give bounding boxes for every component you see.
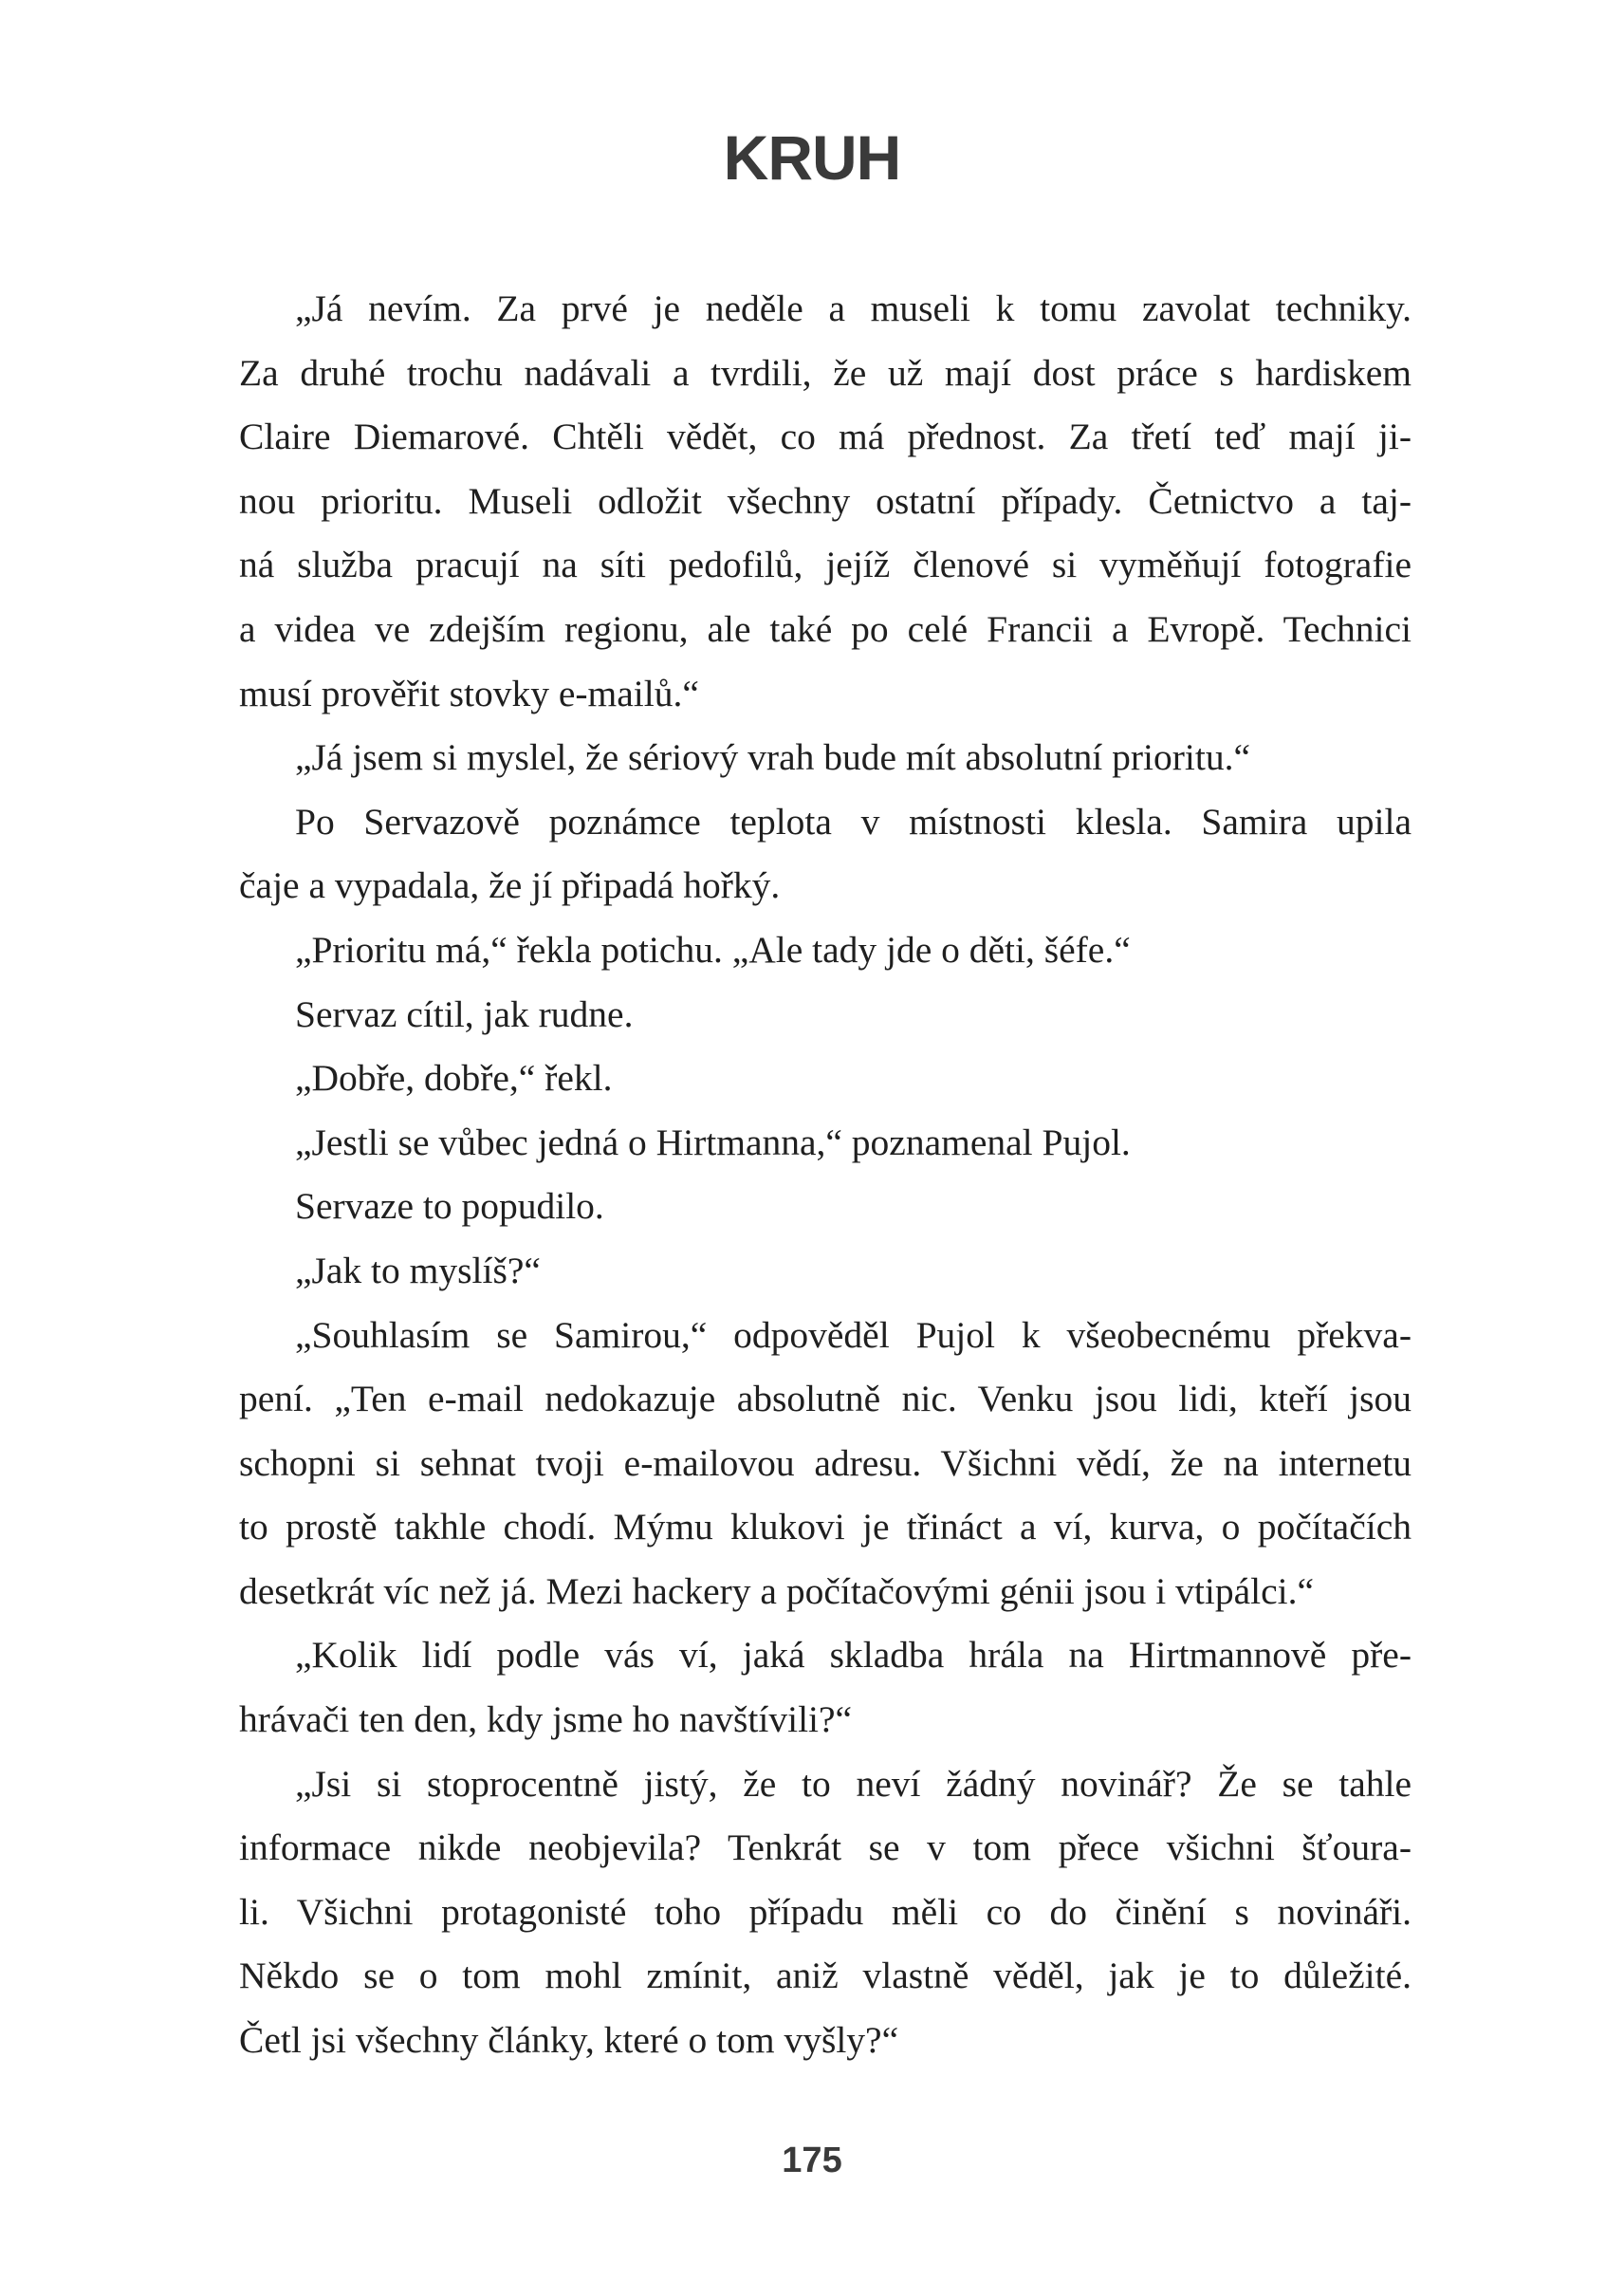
- text-line: ná služba pracují na síti pedofilů, jejíž členové si vyměňují fotografie: [239, 544, 1412, 586]
- text-line: to prostě takhle chodí. Mýmu klukovi je třináct a ví, kurva, o počítačích: [239, 1506, 1412, 1548]
- text-line: Servaze to popudilo.: [295, 1185, 604, 1228]
- text-line: Servaz cítil, jak rudne.: [295, 992, 634, 1035]
- text-line: „Souhlasím se Samirou,“ odpověděl Pujol k všeobecnému překva-: [295, 1313, 1412, 1356]
- text-line: Claire Diemarové. Chtěli vědět, co má přednost. Za třetí teď mají ji-: [239, 416, 1412, 458]
- text-line: čaje a vypadala, že jí připadá hořký.: [239, 864, 781, 907]
- body-text: [239, 277, 1412, 2073]
- text-line: „Kolik lidí podle vás ví, jaká skladba hrála na Hirtmannově pře-: [295, 1634, 1412, 1677]
- page-number: 175: [782, 2141, 842, 2180]
- text-line: Za druhé trochu nadávali a tvrdili, že už mají dost práce s hardiskem: [239, 351, 1412, 394]
- text-line: Po Servazově poznámce teplota v místnosti klesla. Samira upila: [295, 800, 1412, 843]
- text-line: „Já jsem si myslel, že sériový vrah bude mít absolutní prioritu.“: [295, 736, 1251, 779]
- text-line: „Já nevím. Za prvé je neděle a museli k tomu zavolat techniky.: [295, 287, 1412, 329]
- text-line: schopni si sehnat tvoji e-mailovou adresu. Všichni vědí, že na internetu: [239, 1441, 1412, 1484]
- text-line: a videa ve zdejším regionu, ale také po celé Francii a Evropě. Technici: [239, 607, 1412, 650]
- text-line: informace nikde neobjevila? Tenkrát se v tom přece všichni šťoura-: [239, 1826, 1412, 1869]
- text-line: Někdo se o tom mohl zmínit, aniž vlastně věděl, jak je to důležité.: [239, 1955, 1412, 1997]
- text-line: „Jak to myslíš?“: [295, 1249, 541, 1291]
- text-line: desetkrát víc než já. Mezi hackery a počítačovými génii jsou i vtipálci.“: [239, 1569, 1315, 1612]
- text-line: „Prioritu má,“ řekla potichu. „Ale tady jde o děti, šéfe.“: [295, 928, 1131, 971]
- text-line: Četl jsi všechny články, které o tom vyšly?“: [239, 2019, 899, 2062]
- text-line: „Jestli se vůbec jedná o Hirtmanna,“ poznamenal Pujol.: [295, 1121, 1131, 1163]
- text-line: pení. „Ten e-mail nedokazuje absolutně nic. Venku jsou lidi, kteří jsou: [239, 1378, 1412, 1420]
- text-line: musí prověřit stovky e-mailů.“: [239, 672, 699, 714]
- text-line: li. Všichni protagonisté toho případu měli co do činění s novináři.: [239, 1890, 1412, 1933]
- text-line: hrávači ten den, kdy jsme ho navštívili?“: [239, 1698, 853, 1741]
- text-line: „Jsi si stoprocentně jistý, že to neví žádný novinář? Že se tahle: [295, 1762, 1412, 1805]
- text-line: nou prioritu. Museli odložit všechny ostatní případy. Četnictvo a taj-: [239, 479, 1412, 522]
- text-line: „Dobře, dobře,“ řekl.: [295, 1057, 613, 1100]
- running-head-title: KRUH: [723, 122, 901, 193]
